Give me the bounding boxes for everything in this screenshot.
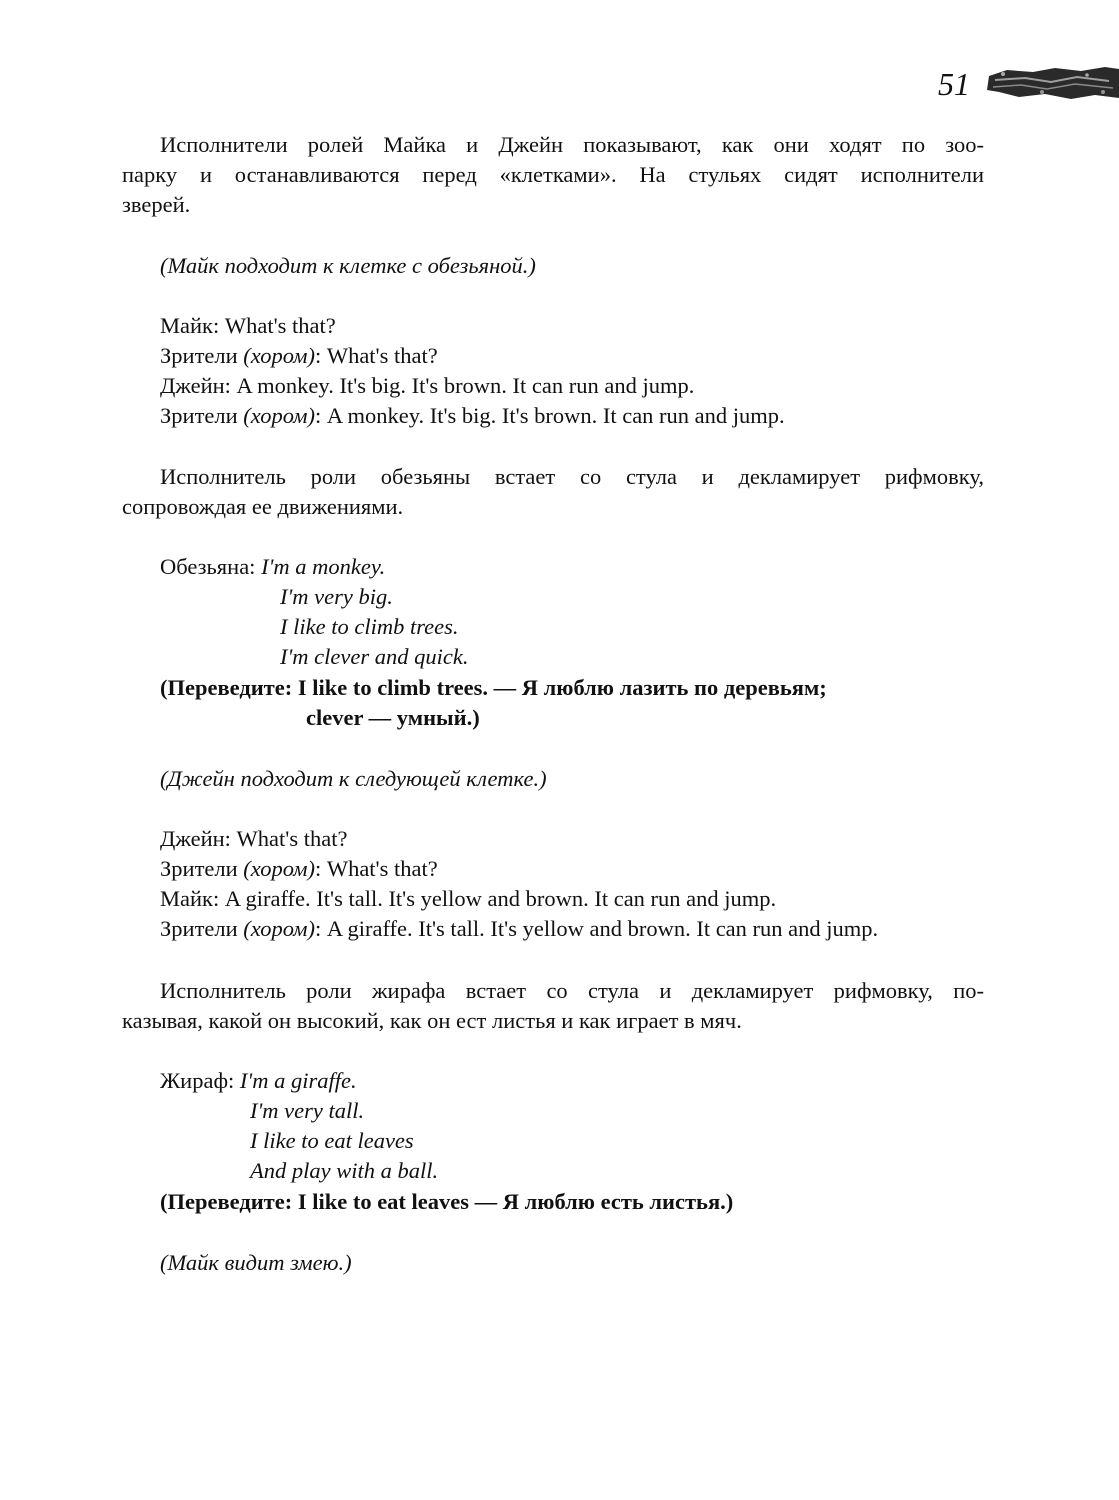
monkey-intro-line-1: Исполнитель роли обезьяны встает со стула и декламирует рифмовку, [160, 464, 984, 489]
speaker: Майк: [160, 886, 220, 911]
speech: : A giraffe. It's tall. It's yellow and brown. It can run and jump. [314, 916, 879, 941]
speech: A monkey. It's big. It's brown. It can run and jump. [230, 373, 695, 398]
speaker: Джейн: [160, 373, 231, 398]
stage-note: (хором) [243, 343, 315, 368]
stage-note: (хором) [243, 403, 315, 428]
speech: What's that? [230, 826, 348, 851]
dialogue-line [160, 401, 785, 431]
giraffe-intro-line-2: казывая, какой он высокий, как он ест листья и как играет в мяч. [122, 1008, 742, 1033]
dialogue-line [160, 854, 438, 884]
dialogue-line [160, 824, 347, 854]
rhyme-line: I'm clever and quick. [280, 644, 469, 669]
speech: : What's that? [314, 343, 438, 368]
speaker: Зрители [160, 856, 244, 881]
monkey-intro-line-2: сопровождая ее движениями. [122, 494, 404, 519]
speech: A giraffe. It's tall. It's yellow and brown. It can run and jump. [219, 886, 777, 911]
speech: : What's that? [314, 856, 438, 881]
dialogue-line [160, 914, 878, 944]
dialogue-line [160, 884, 776, 914]
translation-note: (Переведите: I like to climb trees. — Я люблю лазить по деревьям; [160, 675, 827, 700]
speaker: Обезьяна: [160, 554, 262, 579]
speaker: Майк: [160, 313, 220, 338]
intro-line-2: парку и останавливаются перед «клетками». На стульях сидят исполнители [122, 162, 984, 187]
rhyme-text: I'm a monkey. [261, 554, 386, 579]
rhyme-line: And play with a ball. [250, 1158, 439, 1183]
intro-line-1: Исполнители ролей Майка и Джейн показывают, как они ходят по зоо- [160, 132, 984, 157]
stage-direction-3: (Майк видит змею.) [160, 1250, 352, 1275]
rhyme-line: I like to climb trees. [280, 614, 459, 639]
rhyme-line: I like to eat leaves [250, 1128, 414, 1153]
speaker: Джейн: [160, 826, 231, 851]
speech: : A monkey. It's big. It's brown. It can run and jump. [314, 403, 785, 428]
speaker: Жираф: [160, 1068, 240, 1093]
rhyme-line [160, 552, 385, 582]
ink-smudge-decoration [985, 62, 1119, 102]
giraffe-intro-line-1: Исполнитель роли жирафа встает со стула и декламирует рифмовку, по- [160, 978, 984, 1003]
rhyme-line: I'm very tall. [250, 1098, 365, 1123]
stage-direction-2: (Джейн подходит к следующей клетке.) [160, 766, 547, 791]
page-number: 51 [938, 66, 970, 102]
rhyme-text: I'm a giraffe. [239, 1068, 357, 1093]
rhyme-line: I'm very big. [280, 584, 393, 609]
intro-line-3: зверей. [122, 192, 191, 217]
translation-note: clever — умный.) [306, 705, 480, 730]
rhyme-line [160, 1066, 357, 1096]
translation-note: (Переведите: I like to eat leaves — Я люблю есть листья.) [160, 1189, 734, 1214]
dialogue-line [160, 341, 438, 371]
speaker: Зрители [160, 343, 244, 368]
stage-note: (хором) [243, 856, 315, 881]
dialogue-line [160, 311, 336, 341]
stage-direction-1: (Майк подходит к клетке с обезьяной.) [160, 253, 536, 278]
stage-note: (хором) [243, 916, 315, 941]
speech: What's that? [219, 313, 336, 338]
dialogue-line [160, 371, 694, 401]
speaker: Зрители [160, 403, 244, 428]
speaker: Зрители [160, 916, 244, 941]
